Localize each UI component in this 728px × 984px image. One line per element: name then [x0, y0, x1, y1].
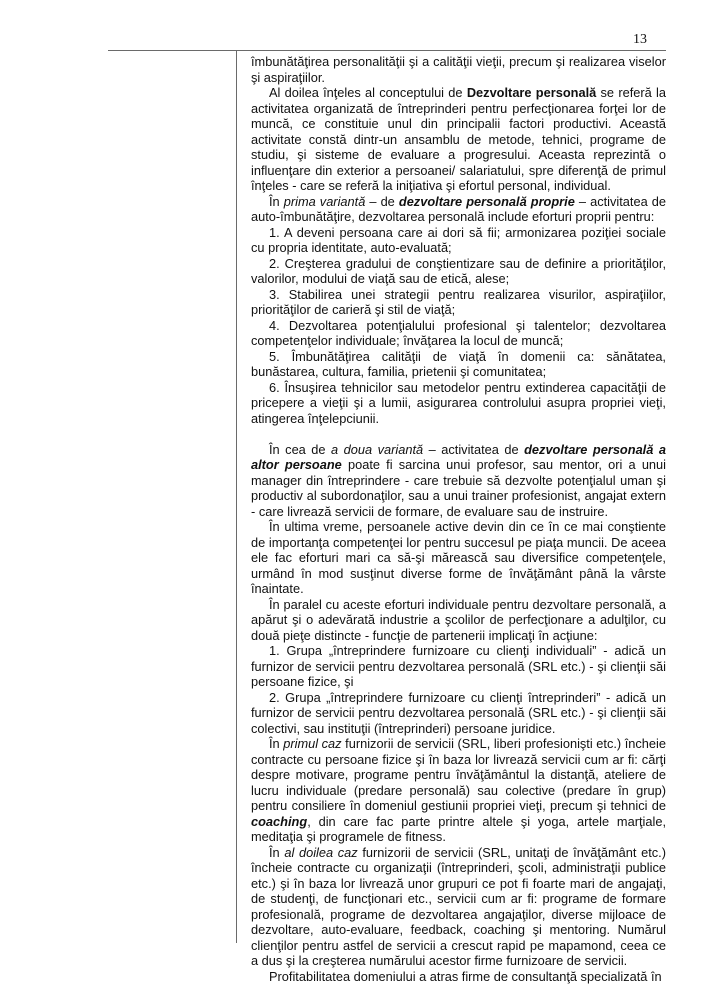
text-segment: poate fi sarcina unui profesor, sau mentor, ori a unui manager din întreprindere - care trebuie să dezvolte potenţialul uman şi productiv al subordonaţilor, sau a unui trainer profesionist, angajat extern - care livrează servicii de formare, de evaluare sau de instruire. — [251, 457, 666, 519]
text-segment: În — [269, 736, 283, 751]
text-segment: Al doilea înţeles al conceptului de — [269, 85, 467, 100]
list-item: 2. Creşterea gradului de conştientizare sau de definire a priorităţilor, valorilor, modului de viaţă sau de etică, alese; — [251, 256, 666, 287]
bold-italic-term: dezvoltare personală a altor persoane — [251, 442, 666, 473]
paragraph-profitability: Profitabilitatea domeniului a atras firme de consultanţă specializată în — [251, 969, 666, 984]
bold-italic-term: coaching — [251, 814, 307, 829]
text-segment: furnizorii de servicii (SRL, liberi profesionişti etc.) încheie contracte cu persoane fizice şi în baza lor livrează servicii cum ar fi: cărţi despre motivare, programe pentru învăţământul la distanţă, ateliere de lucru individuale (predare personală) sau colective (predare în grup) pentru consiliere în domeniul gestiunii propriei vieţi, precum şi tehnici de — [251, 736, 666, 813]
group-item: 1. Grupa „întreprindere furnizoare cu clienţi individuali” - adică un furnizor de servicii pentru dezvoltarea personală (SRL etc.) - şi clienţii săi persoane fizice, şi — [251, 643, 666, 690]
list-item: 3. Stabilirea unei strategii pentru realizarea visurilor, aspiraţiilor, priorităţilor de carieră şi stil de viaţă; — [251, 287, 666, 318]
paragraph-second-case — [251, 845, 666, 969]
text-segment: În — [269, 845, 284, 860]
paragraph-second-variant — [251, 442, 666, 520]
text-segment: – activitatea de auto-îmbunătăţire, dezvoltarea personală include eforturi proprii pentru: — [251, 194, 666, 225]
paragraph-first-variant — [251, 194, 666, 225]
list-item: 4. Dezvoltarea potenţialului profesional şi talentelor; dezvoltarea competenţelor individuale; învăţarea la locul de muncă; — [251, 318, 666, 349]
italic-term: al doilea caz — [284, 845, 357, 860]
italic-term: primul caz — [283, 736, 341, 751]
text-segment: – activitatea de — [423, 442, 524, 457]
list-item: 1. A deveni persoana care ai dori să fii; armonizarea poziţiei sociale cu propria identitate, auto-evaluată; — [251, 225, 666, 256]
text-segment: se referă la activitatea organizată de întreprinderi pentru perfecţionarea forţei lor de muncă, ce constituie unul din principalii factori productivi. Această activitate constă dintr-un ansamblu de metode, tehnici, programe de studiu, şi sisteme de evaluare a progresului. Aceasta reprezintă o influenţare din exterior a persoanei/ salariatului, spre diferenţă de primul înţeles - care se referă la iniţiativa şi efortul personal, individual. — [251, 85, 666, 193]
bold-italic-term: dezvoltare personală proprie — [399, 194, 575, 209]
page-number: 13 — [625, 32, 655, 48]
bold-term: Dezvoltare personală — [467, 85, 596, 100]
text-segment: furnizorii de servicii (SRL, unitaţi de învăţământ etc.) încheie contracte cu organizaţii (întreprinderi, şcoli, administraţii publice etc.) şi în baza lor livrează unor grupuri ce pot fi foarte mari de angajaţi, de studenţi, de funcţionari etc., servicii cum ar fi: programe de formare profesională, programe de dezvoltarea angajaţilor, diverse mijloace de dezvoltare, auto-evaluare, feedback, coaching şi mentoring. Numărul clienţilor pentru astfel de servicii a crescut rapid pe mapamond, ceea ce a dus şi la creşterea numărului acestor firme furnizoare de servicii. — [251, 845, 666, 969]
header-rule — [108, 50, 666, 51]
paragraph-industry: În paralel cu aceste eforturi individuale pentru dezvoltare personală, a apărut şi o adevărată industrie a şcolilor de perfecţionare a adulţilor, cu două pieţe distincte - funcţie de partenerii implicaţi în acţiune: — [251, 597, 666, 644]
list-item: 6. Însuşirea tehnicilor sau metodelor pentru extinderea capacităţii de pricepere a vieţii şi a lumii, asigurarea controlului asupra propriei vieţi, atingerea înţelepciunii. — [251, 380, 666, 427]
text-segment: – de — [365, 194, 399, 209]
group-item: 2. Grupa „întreprindere furnizoare cu clienţi întreprinderi” - adică un furnizor de servicii pentru dezvoltarea personală (SRL etc.) - şi clienţii săi colectivi, sau instituţii (întreprinderi) persoane juridice. — [251, 690, 666, 737]
italic-term: a doua variantă — [331, 442, 423, 457]
paragraph-first-case — [251, 736, 666, 845]
text-segment: , din care fac parte printre altele şi yoga, artele marţiale, meditaţia şi programele de fitness. — [251, 814, 666, 845]
paragraph-intro-continuation: îmbunătăţirea personalităţii şi a calităţii vieţii, precum şi realizarea viselor şi aspiraţiilor. — [251, 54, 666, 85]
italic-term: prima variantă — [284, 194, 366, 209]
paragraph-second-meaning — [251, 85, 666, 194]
list-item: 5. Îmbunătăţirea calităţii de viaţă în domenii ca: sănătatea, bunăstarea, cultura, familia, prietenii şi comunitatea; — [251, 349, 666, 380]
paragraph-recent-trends: În ultima vreme, persoanele active devin din ce în ce mai conştiente de importanţa competenţei lor pentru succesul pe piaţa muncii. De aceea ele fac eforturi mari ca să-şi mărească sau diversifice competenţele, urmând în mod susţinut diverse forme de învăţământ până la vârste înaintate. — [251, 519, 666, 597]
margin-rule — [236, 50, 237, 943]
text-segment: În cea de — [269, 442, 331, 457]
text-segment: În — [269, 194, 284, 209]
document-body — [251, 54, 666, 984]
